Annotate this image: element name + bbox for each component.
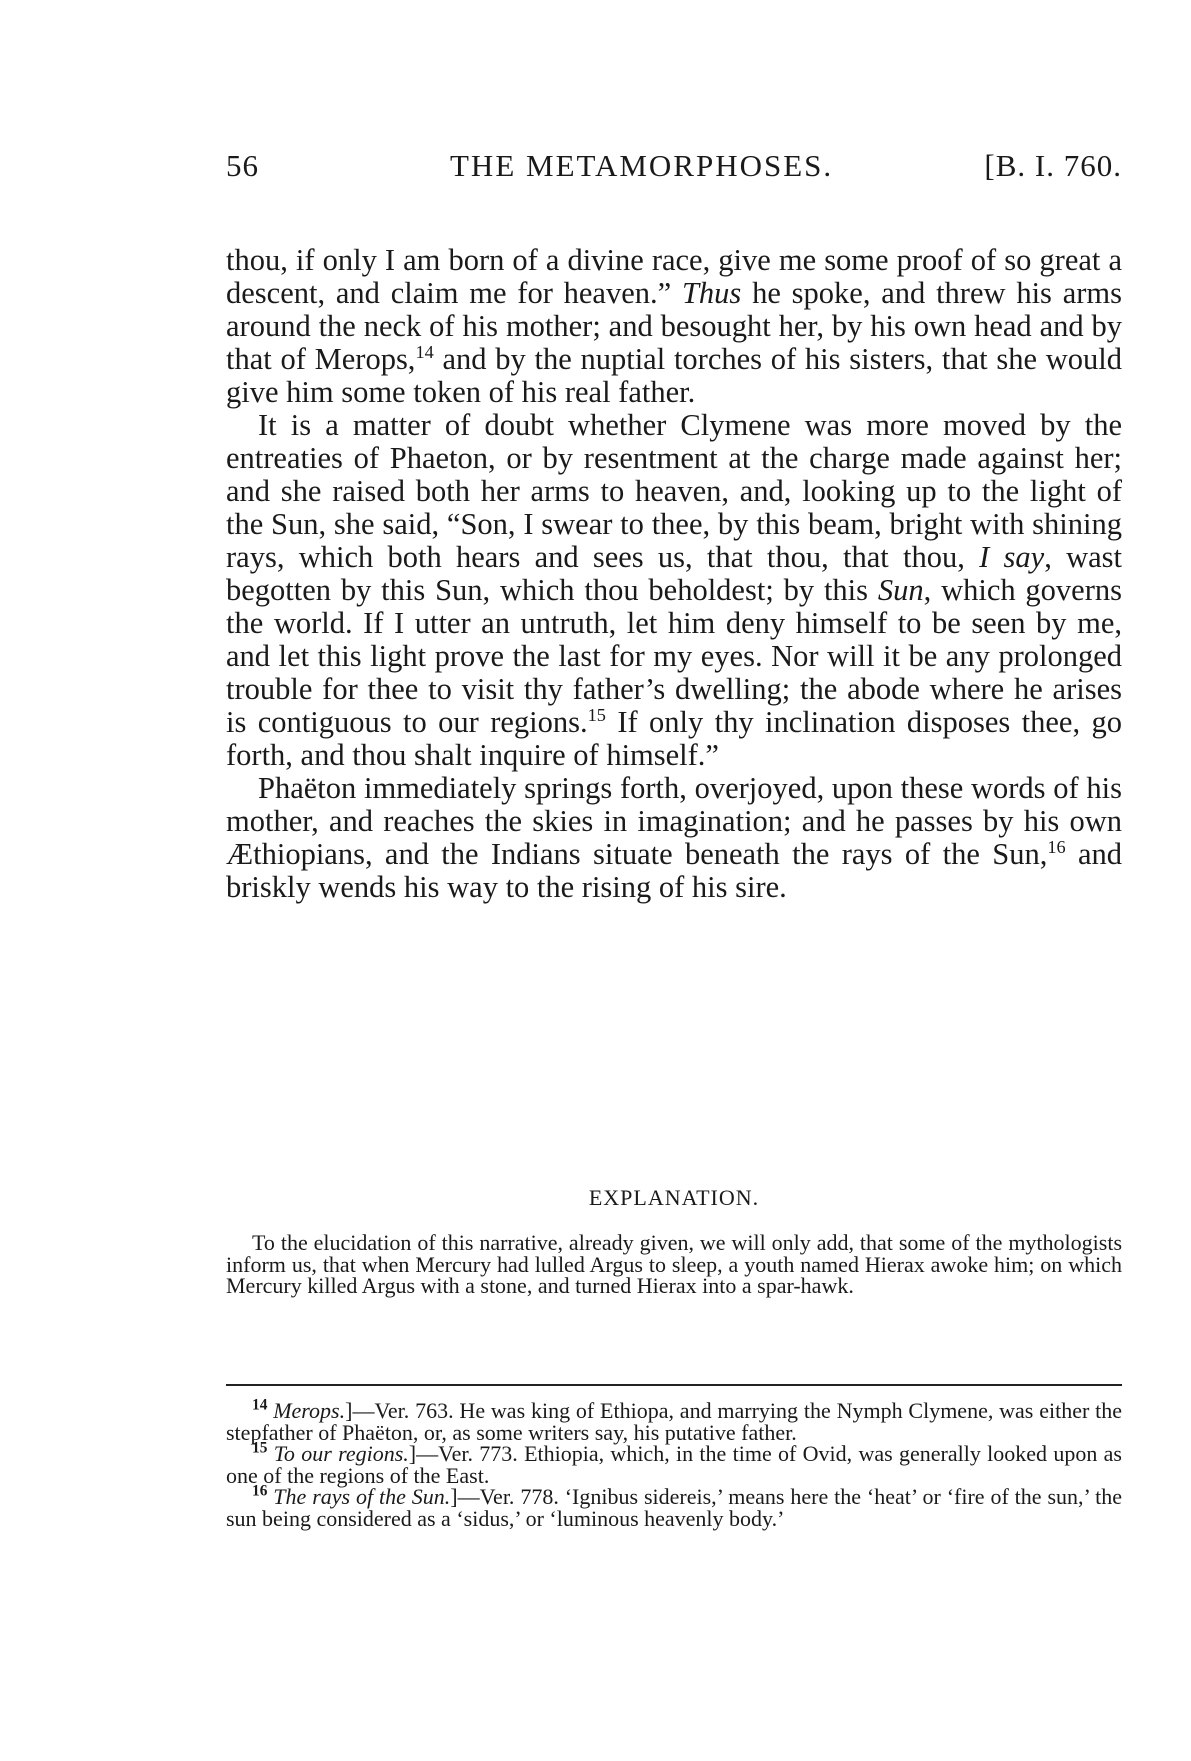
page-number: 56 — [226, 148, 259, 183]
italic-text: Thus — [681, 276, 742, 310]
text-run: It is a matter of doubt whether Clymene was more moved by the entreaties of Phaeton, or by resentment at the charge made against her; and she raised both her arms to heaven, and, looking up to the light of the Sun, she said, “Son, I swear to thee, by this beam, bright with shining rays, which both hears and sees us, that thou, that thou, — [226, 408, 1122, 574]
explanation-text: To the elucidation of this narrative, already given, we will only add, that some of the mythologists inform us, that when Mercury had lulled Argus to sleep, a youth named Hierax awoke him; on which Mercury killed Argus with a stone, and turned Hierax into a spar-hawk. — [226, 1230, 1122, 1298]
footnote-title: The rays of the Sun. — [273, 1484, 451, 1509]
text-run: he spoke, and threw his arms around the neck of his mother; and besought her, by his own head and by that of Merops, — [226, 276, 1122, 376]
book-page — [226, 0, 1122, 1761]
book-line-reference: [B. I. 760. — [984, 148, 1122, 183]
running-header — [226, 148, 1122, 188]
running-title: THE METAMORPHOSES. — [450, 148, 834, 183]
footnote-ref-16: 16 — [1047, 836, 1066, 857]
paragraph-3 — [226, 772, 1122, 904]
paragraph-2 — [226, 409, 1122, 772]
footnote-number: 16 — [252, 1482, 268, 1500]
footnote-text: ]—Ver. 778. ‘Ignibus sidereis,’ means here the ‘heat’ or ‘fire of the sun,’ the sun being considered as a ‘sidus,’ or ‘luminous heavenly body.’ — [226, 1484, 1122, 1531]
italic-text: I say — [979, 540, 1045, 574]
footnote-number: 14 — [252, 1396, 268, 1414]
text-run: and briskly wends his way to the rising of his sire. — [226, 837, 1122, 904]
paragraph-1 — [226, 244, 1122, 409]
text-run: , which governs the world. If I utter an untruth, let him deny himself to be seen by me, and let this light prove the last for my eyes. Nor will it be any prolonged trouble for thee to visit thy father’s dwelling; the abode where he arises is contiguous to our regions. — [226, 573, 1122, 739]
text-run: thou, if only I am born of a divine race, give me some proof of so great a descent, and claim me for heaven.” — [226, 243, 1122, 310]
footnote-title: To our regions. — [273, 1441, 409, 1466]
footnote-ref-15: 15 — [587, 704, 606, 725]
text-run: Phaëton immediately springs forth, overjoyed, upon these words of his mother, and reaches the skies in imagination; and he passes by his own Æthiopians, and the Indians situate beneath the rays of the Sun, — [226, 771, 1122, 871]
explanation-heading: EXPLANATION. — [588, 1185, 760, 1210]
main-text — [226, 244, 1122, 904]
footnote-15 — [226, 1439, 1122, 1488]
italic-text: Sun — [877, 573, 924, 607]
footnote-text: ]—Ver. 763. He was king of Ethiopa, and marrying the Nymph Clymene, was either the stepfather of Phaëton, or, as some writers say, his putative father. — [226, 1398, 1122, 1445]
footnote-14 — [226, 1396, 1122, 1445]
text-run: and by the nuptial torches of his sisters, that she would give him some token of his real father. — [226, 342, 1122, 409]
footnote-title: Merops. — [273, 1398, 346, 1423]
footnote-text: ]—Ver. 773. Ethiopia, which, in the time of Ovid, was generally looked upon as one of the regions of the East. — [226, 1441, 1122, 1488]
footnote-divider — [226, 1384, 1122, 1386]
footnote-16 — [226, 1482, 1122, 1531]
footnote-ref-14: 14 — [415, 341, 434, 362]
text-run: If only thy inclination disposes thee, go forth, and thou shalt inquire of himself.” — [226, 705, 1122, 772]
footnotes — [226, 1396, 1122, 1531]
text-run: , wast begotten by this Sun, which thou beholdest; by this — [226, 540, 1122, 607]
footnote-number: 15 — [252, 1439, 268, 1457]
